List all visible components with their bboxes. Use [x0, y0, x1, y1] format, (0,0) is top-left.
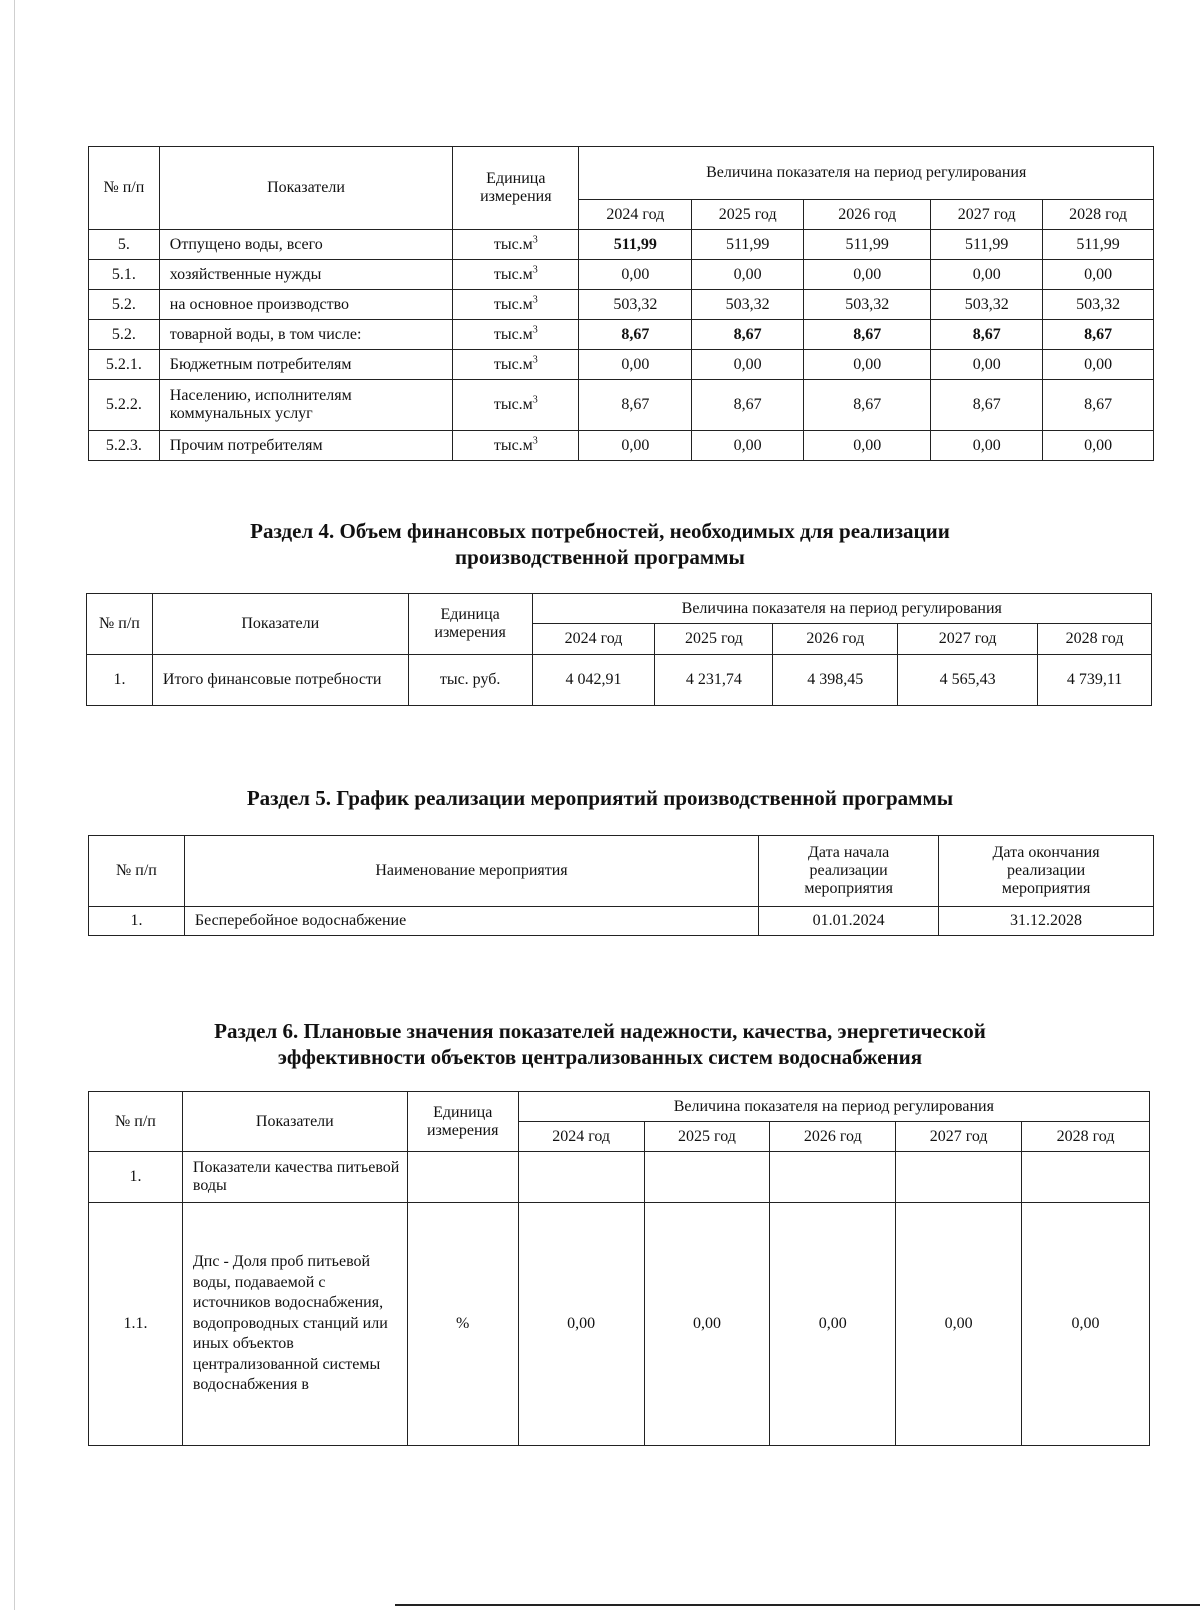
- row-value: 8,67: [1043, 320, 1154, 350]
- header-year: 2026 год: [770, 1122, 896, 1152]
- row-unit: $тыс.м^3$: [453, 260, 579, 290]
- header-year: 2024 год: [579, 200, 692, 230]
- row-value: [896, 1152, 1022, 1203]
- row-unit: $тыс.м^3$: [453, 230, 579, 260]
- header-year: 2024 год: [532, 624, 655, 655]
- header-year: 2027 год: [931, 200, 1043, 230]
- reliability-indicators-table: [88, 1091, 1150, 1446]
- financial-needs-table: [86, 593, 1152, 706]
- row-unit: $тыс.м^3$: [453, 290, 579, 320]
- row-value: 4 739,11: [1038, 655, 1152, 706]
- row-end-date: 31.12.2028: [939, 907, 1154, 936]
- row-num: 1.: [89, 1152, 183, 1203]
- row-name: Итого финансовые потребности: [152, 655, 408, 706]
- table-row: [89, 431, 1154, 461]
- table-row: [89, 230, 1154, 260]
- row-value: 0,00: [579, 260, 692, 290]
- row-value: 511,99: [1043, 230, 1154, 260]
- row-start-date: 01.01.2024: [759, 907, 939, 936]
- header-num: № п/п: [89, 147, 160, 230]
- row-value: 0,00: [931, 350, 1043, 380]
- row-value: 503,32: [1043, 290, 1154, 320]
- header-value-group: Величина показателя на период регулирования: [579, 147, 1154, 200]
- row-name: Показатели качества питьевой воды: [182, 1152, 407, 1203]
- row-value: 0,00: [579, 431, 692, 461]
- row-num: 5.2.: [89, 320, 160, 350]
- header-year: 2025 год: [655, 624, 773, 655]
- header-unit: Единица измерения: [408, 594, 532, 655]
- header-value-group: Величина показателя на период регулирования: [532, 594, 1151, 624]
- row-value: 0,00: [1043, 350, 1154, 380]
- row-value: 511,99: [579, 230, 692, 260]
- row-name: хозяйственные нужды: [159, 260, 452, 290]
- row-name: на основное производство: [159, 290, 452, 320]
- row-value: 8,67: [692, 380, 804, 431]
- header-year: 2026 год: [773, 624, 898, 655]
- row-name: Бесперебойное водоснабжение: [184, 907, 758, 936]
- table-row: [89, 350, 1154, 380]
- row-num: 5.2.2.: [89, 380, 160, 431]
- header-year: 2026 год: [804, 200, 931, 230]
- row-unit: тыс. руб.: [408, 655, 532, 706]
- header-year: 2027 год: [898, 624, 1038, 655]
- row-value: 0,00: [770, 1203, 896, 1446]
- row-name: Отпущено воды, всего: [159, 230, 452, 260]
- row-num: 5.2.3.: [89, 431, 160, 461]
- table-row: [89, 1152, 1150, 1203]
- row-value: 0,00: [804, 431, 931, 461]
- water-supply-volume-table: [88, 146, 1154, 461]
- row-name: Населению, исполнителям коммунальных услуг: [159, 380, 452, 431]
- row-value: 8,67: [931, 380, 1043, 431]
- row-value: 511,99: [931, 230, 1043, 260]
- row-value: 0,00: [931, 431, 1043, 461]
- section4-title: Раздел 4. Объем финансовых потребностей, необходимых для реализации производственной программы: [250, 519, 950, 569]
- row-unit: %: [407, 1203, 518, 1446]
- row-value: 0,00: [692, 350, 804, 380]
- row-value: 0,00: [518, 1203, 644, 1446]
- row-num: 5.1.: [89, 260, 160, 290]
- table-row: [89, 380, 1154, 431]
- row-num: 1.: [87, 655, 153, 706]
- header-unit: Единица измерения: [453, 147, 579, 230]
- row-name: Дпс - Доля проб питьевой воды, подаваемой с источников водоснабжения, водопроводных станций или иных объектов централизованной системы водоснабжения в: [182, 1203, 407, 1446]
- row-value: 0,00: [804, 260, 931, 290]
- row-value: 0,00: [579, 350, 692, 380]
- row-value: 0,00: [896, 1203, 1022, 1446]
- header-year: 2025 год: [644, 1122, 770, 1152]
- row-num: 5.: [89, 230, 160, 260]
- row-num: 5.2.: [89, 290, 160, 320]
- row-num: 1.1.: [89, 1203, 183, 1446]
- header-end-date: Дата окончания реализации мероприятия: [939, 836, 1154, 907]
- row-value: 0,00: [1043, 260, 1154, 290]
- row-value: 4 565,43: [898, 655, 1038, 706]
- row-value: 503,32: [692, 290, 804, 320]
- header-event-name: Наименование мероприятия: [184, 836, 758, 907]
- section5-title: Раздел 5. График реализации мероприятий производственной программы: [246, 786, 954, 810]
- row-name: Прочим потребителям: [159, 431, 452, 461]
- row-value: 503,32: [579, 290, 692, 320]
- row-value: [644, 1152, 770, 1203]
- row-unit: $тыс.м^3$: [453, 320, 579, 350]
- row-value: 0,00: [692, 260, 804, 290]
- table-row: [89, 260, 1154, 290]
- row-value: 4 231,74: [655, 655, 773, 706]
- row-unit: $тыс.м^3$: [453, 431, 579, 461]
- row-unit: $тыс.м^3$: [453, 350, 579, 380]
- header-num: № п/п: [89, 1092, 183, 1152]
- row-num: 5.2.1.: [89, 350, 160, 380]
- row-value: 511,99: [804, 230, 931, 260]
- row-value: 8,67: [804, 320, 931, 350]
- header-year: 2024 год: [518, 1122, 644, 1152]
- header-num: № п/п: [87, 594, 153, 655]
- table-row: [87, 655, 1152, 706]
- row-unit: [407, 1152, 518, 1203]
- row-name: Бюджетным потребителям: [159, 350, 452, 380]
- row-value: 4 042,91: [532, 655, 655, 706]
- row-value: 8,67: [579, 320, 692, 350]
- header-num: № п/п: [89, 836, 185, 907]
- table-row: [89, 1203, 1150, 1446]
- row-value: 4 398,45: [773, 655, 898, 706]
- row-value: 0,00: [1022, 1203, 1150, 1446]
- header-start-date: Дата начала реализации мероприятия: [759, 836, 939, 907]
- table-row: [89, 320, 1154, 350]
- header-indicator: Показатели: [182, 1092, 407, 1152]
- header-year: 2028 год: [1022, 1122, 1150, 1152]
- scan-edge-bottom: [395, 1604, 1200, 1606]
- row-value: 0,00: [1043, 431, 1154, 461]
- row-value: [518, 1152, 644, 1203]
- header-year: 2028 год: [1043, 200, 1154, 230]
- row-value: 503,32: [804, 290, 931, 320]
- table-row: [89, 290, 1154, 320]
- header-year: 2025 год: [692, 200, 804, 230]
- table-row: [89, 907, 1154, 936]
- header-indicator: Показатели: [159, 147, 452, 230]
- row-value: 0,00: [804, 350, 931, 380]
- schedule-table: [88, 835, 1154, 936]
- row-value: 8,67: [1043, 380, 1154, 431]
- header-indicator: Показатели: [152, 594, 408, 655]
- header-unit: Единица измерения: [407, 1092, 518, 1152]
- section6-title: Раздел 6. Плановые значения показателей надежности, качества, энергетической эффективности объектов централизованных систем водоснабжения: [214, 1019, 986, 1069]
- row-value: [770, 1152, 896, 1203]
- header-year: 2027 год: [896, 1122, 1022, 1152]
- row-value: 0,00: [931, 260, 1043, 290]
- row-value: 8,67: [579, 380, 692, 431]
- row-value: 511,99: [692, 230, 804, 260]
- header-value-group: Величина показателя на период регулирования: [518, 1092, 1149, 1122]
- row-value: 0,00: [644, 1203, 770, 1446]
- row-value: 8,67: [804, 380, 931, 431]
- row-value: 503,32: [931, 290, 1043, 320]
- header-year: 2028 год: [1038, 624, 1152, 655]
- row-value: 8,67: [931, 320, 1043, 350]
- row-value: [1022, 1152, 1150, 1203]
- row-name: товарной воды, в том числе:: [159, 320, 452, 350]
- row-value: 0,00: [692, 431, 804, 461]
- row-value: 8,67: [692, 320, 804, 350]
- row-unit: $тыс.м^3$: [453, 380, 579, 431]
- row-num: 1.: [89, 907, 185, 936]
